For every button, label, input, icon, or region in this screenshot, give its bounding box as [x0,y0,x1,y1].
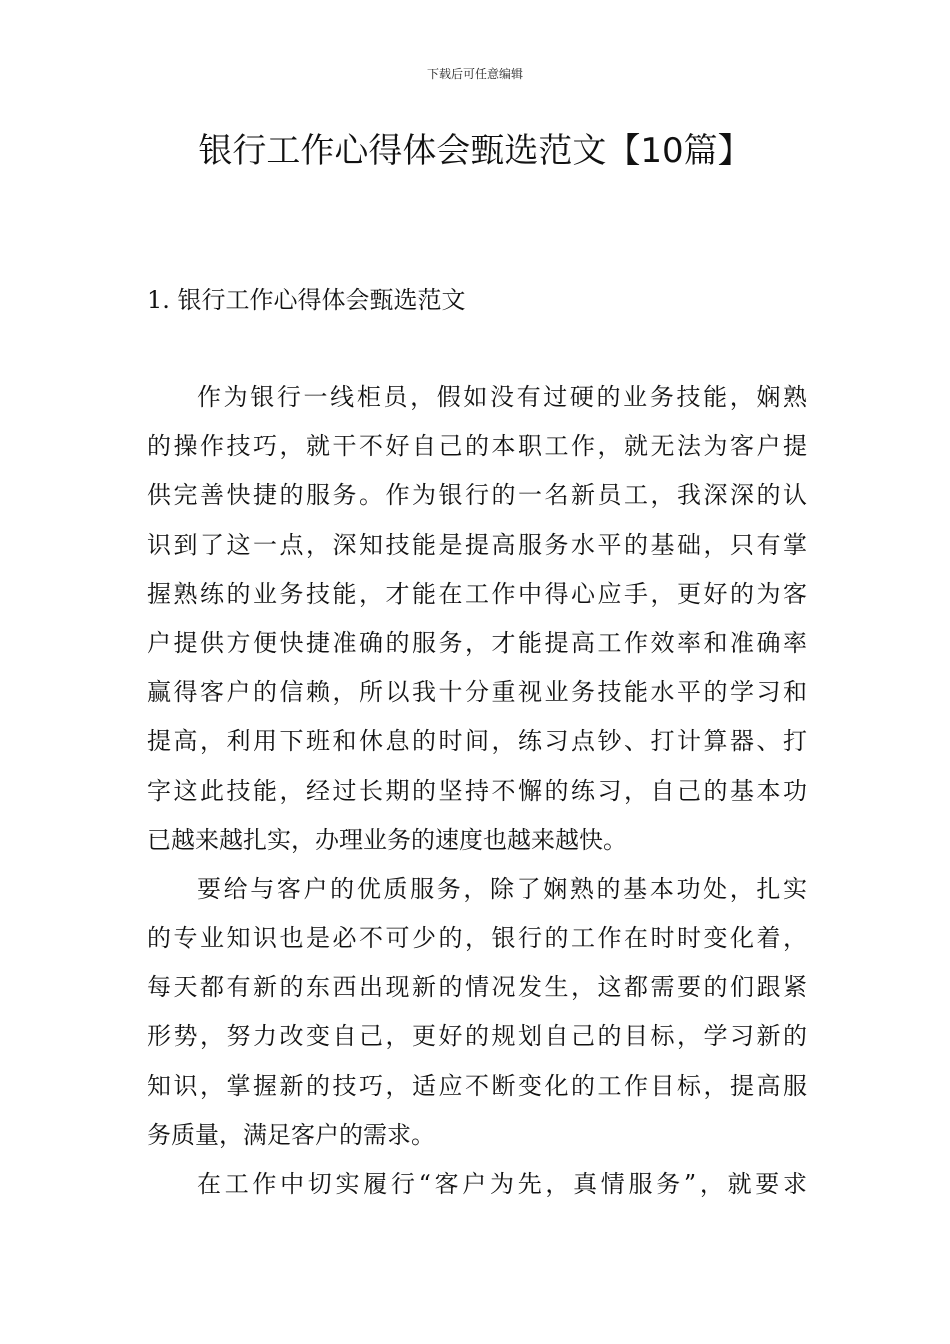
paragraph-line: 字这此技能，经过长期的坚持不懈的练习，自己的基本功 [147,776,807,805]
paragraph-line: 要给与客户的优质服务，除了娴熟的基本功处，扎实 [197,874,807,903]
section-heading: 1. 银行工作心得体会甄选范文 [147,286,466,314]
paragraph-line: 知识，掌握新的技巧，适应不断变化的工作目标，提高服 [147,1071,807,1100]
document-title: 银行工作心得体会甄选范文【10篇】 [198,131,752,171]
paragraph-2 [147,865,807,1160]
paragraph-line: 形势，努力改变自己，更好的规划自己的目标，学习新的 [147,1022,807,1051]
paragraph-line: 提高，利用下班和休息的时间，练习点钞、打计算器、打 [147,727,807,756]
paragraph-line: 在工作中切实履行“客户为先，真情服务”，就要求 [197,1170,807,1198]
paragraph-3 [147,1160,807,1209]
document-body [147,373,807,1209]
page-header-note: 下载后可任意编辑 [426,67,523,81]
paragraph-line: 的操作技巧，就干不好自己的本职工作，就无法为客户提 [147,432,807,461]
paragraph-line: 的专业知识也是必不可少的，银行的工作在时时变化着， [147,924,807,953]
paragraph-line: 供完善快捷的服务。作为银行的一名新员工，我深深的认 [147,481,807,510]
paragraph-line: 已越来越扎实，办理业务的速度也越来越快。 [147,825,627,854]
paragraph-line: 务质量，满足客户的需求。 [147,1120,435,1149]
paragraph-line: 识到了这一点，深知技能是提高服务水平的基础，只有掌 [147,530,807,559]
paragraph-line: 户提供方便快捷准确的服务，才能提高工作效率和准确率 [147,628,807,657]
paragraph-line: 握熟练的业务技能，才能在工作中得心应手，更好的为客 [147,579,807,608]
paragraph-1 [147,373,807,865]
paragraph-line: 作为银行一线柜员，假如没有过硬的业务技能，娴熟 [197,383,807,411]
paragraph-line: 每天都有新的东西出现新的情况发生，这都需要的们跟紧 [147,973,807,1002]
paragraph-line: 赢得客户的信赖，所以我十分重视业务技能水平的学习和 [147,678,807,707]
